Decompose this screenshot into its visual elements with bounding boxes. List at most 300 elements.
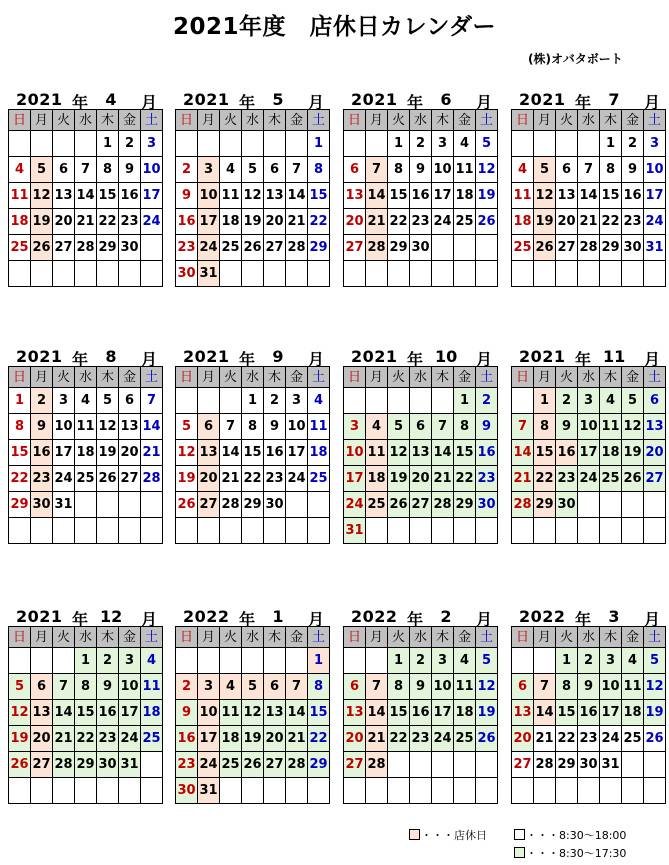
week-row (344, 466, 498, 492)
year-label: 2021 (351, 90, 398, 109)
empty-cell (242, 518, 264, 544)
day-cell: 24 (141, 209, 163, 235)
day-cell: 20 (264, 209, 286, 235)
day-cell: 5 (534, 157, 556, 183)
week-row (344, 440, 498, 466)
weekday-header: 木 (432, 627, 454, 648)
empty-cell (476, 518, 498, 544)
empty-cell (578, 492, 600, 518)
day-cell: 12 (476, 674, 498, 700)
day-cell: 19 (97, 440, 119, 466)
day-cell: 12 (534, 183, 556, 209)
day-cell: 5 (476, 131, 498, 157)
day-cell: 6 (644, 388, 666, 414)
empty-cell (476, 235, 498, 261)
day-cell: 24 (432, 726, 454, 752)
day-cell: 28 (578, 235, 600, 261)
company-name: (株)オバタボート (528, 52, 623, 66)
day-cell: 29 (600, 235, 622, 261)
empty-cell (97, 778, 119, 804)
empty-cell (476, 261, 498, 287)
year-label: 2021 (519, 90, 566, 109)
day-cell: 30 (410, 235, 432, 261)
empty-cell (75, 492, 97, 518)
weekday-header: 金 (119, 110, 141, 131)
month-calendar (175, 605, 328, 804)
day-cell: 11 (454, 674, 476, 700)
day-cell: 28 (432, 492, 454, 518)
day-cell: 23 (556, 466, 578, 492)
month-table (511, 109, 666, 287)
day-cell: 8 (9, 414, 31, 440)
empty-cell (600, 261, 622, 287)
day-cell: 1 (308, 131, 330, 157)
empty-cell (366, 388, 388, 414)
day-cell: 18 (308, 440, 330, 466)
day-cell: 31 (198, 778, 220, 804)
day-cell: 16 (176, 726, 198, 752)
day-cell: 4 (141, 648, 163, 674)
month-suffix: 月 (308, 93, 325, 112)
day-cell: 25 (366, 492, 388, 518)
empty-cell (97, 518, 119, 544)
month-number: 12 (100, 607, 123, 626)
day-cell: 6 (198, 414, 220, 440)
empty-cell (31, 648, 53, 674)
day-cell: 6 (53, 157, 75, 183)
day-cell: 5 (388, 414, 410, 440)
day-cell: 8 (600, 157, 622, 183)
day-cell: 4 (454, 131, 476, 157)
empty-cell (556, 131, 578, 157)
day-cell: 1 (242, 388, 264, 414)
month-calendar (175, 345, 328, 544)
weekday-header: 水 (410, 367, 432, 388)
day-cell: 2 (119, 131, 141, 157)
day-cell: 8 (388, 674, 410, 700)
day-cell: 19 (476, 700, 498, 726)
week-row (9, 157, 163, 183)
day-cell: 24 (53, 466, 75, 492)
day-cell: 11 (622, 674, 644, 700)
day-cell: 28 (512, 492, 534, 518)
day-cell: 24 (644, 209, 666, 235)
day-cell: 19 (534, 209, 556, 235)
week-row (9, 700, 163, 726)
day-cell: 15 (534, 440, 556, 466)
empty-cell (366, 261, 388, 287)
day-cell: 26 (176, 492, 198, 518)
day-cell: 13 (198, 440, 220, 466)
day-cell: 19 (31, 209, 53, 235)
week-row (176, 157, 330, 183)
week-row (9, 648, 163, 674)
day-cell: 10 (644, 157, 666, 183)
year-label: 2021 (351, 347, 398, 366)
weekday-header: 土 (476, 367, 498, 388)
day-cell: 5 (242, 157, 264, 183)
day-cell: 22 (97, 209, 119, 235)
day-cell: 10 (432, 157, 454, 183)
empty-cell (512, 648, 534, 674)
month-suffix: 月 (476, 610, 493, 629)
day-cell: 30 (176, 261, 198, 287)
weekday-header: 火 (53, 367, 75, 388)
empty-cell (512, 388, 534, 414)
day-cell: 27 (344, 235, 366, 261)
day-cell: 18 (9, 209, 31, 235)
day-cell: 4 (366, 414, 388, 440)
day-cell: 24 (432, 209, 454, 235)
month-table (511, 366, 666, 544)
day-cell: 17 (198, 726, 220, 752)
day-cell: 8 (454, 414, 476, 440)
weekday-header: 日 (344, 110, 366, 131)
day-cell: 24 (600, 726, 622, 752)
week-row (512, 131, 666, 157)
weekday-header: 木 (600, 627, 622, 648)
weekday-header: 木 (432, 367, 454, 388)
empty-cell (9, 131, 31, 157)
day-cell: 31 (119, 752, 141, 778)
day-cell: 13 (119, 414, 141, 440)
day-cell: 14 (366, 700, 388, 726)
empty-cell (512, 778, 534, 804)
day-cell: 23 (410, 209, 432, 235)
day-cell: 22 (308, 209, 330, 235)
year-suffix: 年 (72, 93, 89, 112)
week-row (512, 674, 666, 700)
year-suffix: 年 (239, 350, 256, 369)
day-cell: 12 (622, 414, 644, 440)
year-label: 2021 (183, 347, 230, 366)
weekday-header: 月 (198, 367, 220, 388)
day-cell: 9 (97, 674, 119, 700)
empty-cell (9, 261, 31, 287)
empty-cell (454, 261, 476, 287)
empty-cell (242, 131, 264, 157)
month-number: 6 (440, 90, 452, 109)
day-cell: 7 (578, 157, 600, 183)
weekday-header: 木 (97, 367, 119, 388)
week-row (512, 414, 666, 440)
month-table (511, 626, 666, 804)
day-cell: 3 (578, 388, 600, 414)
month-calendar (511, 345, 664, 544)
day-cell: 9 (31, 414, 53, 440)
month-table (175, 366, 330, 544)
day-cell: 14 (220, 440, 242, 466)
month-suffix: 月 (644, 350, 661, 369)
week-row (176, 648, 330, 674)
weekday-header: 火 (220, 367, 242, 388)
day-cell: 9 (176, 183, 198, 209)
day-cell: 7 (286, 674, 308, 700)
day-cell: 1 (388, 131, 410, 157)
month-number: 11 (603, 347, 626, 366)
year-suffix: 年 (72, 350, 89, 369)
day-cell: 11 (9, 183, 31, 209)
month-calendar (8, 345, 161, 544)
month-number: 10 (435, 347, 458, 366)
day-cell: 4 (75, 388, 97, 414)
empty-cell (176, 518, 198, 544)
day-cell: 31 (198, 261, 220, 287)
day-cell: 28 (366, 235, 388, 261)
day-cell: 1 (308, 648, 330, 674)
day-cell: 19 (176, 466, 198, 492)
day-cell: 16 (410, 183, 432, 209)
empty-cell (534, 131, 556, 157)
weekday-header: 日 (512, 627, 534, 648)
empty-cell (622, 261, 644, 287)
day-cell: 7 (53, 674, 75, 700)
week-row (9, 440, 163, 466)
day-cell: 4 (512, 157, 534, 183)
day-cell: 26 (622, 466, 644, 492)
day-cell: 10 (119, 674, 141, 700)
day-cell: 12 (176, 440, 198, 466)
day-cell: 18 (600, 440, 622, 466)
day-cell: 3 (119, 648, 141, 674)
empty-cell (220, 388, 242, 414)
month-table (8, 626, 163, 804)
year-label: 2021 (519, 347, 566, 366)
day-cell: 7 (366, 157, 388, 183)
empty-cell (198, 648, 220, 674)
day-cell: 1 (9, 388, 31, 414)
day-cell: 19 (388, 466, 410, 492)
empty-cell (366, 648, 388, 674)
day-cell: 1 (454, 388, 476, 414)
week-row (9, 466, 163, 492)
day-cell: 6 (264, 157, 286, 183)
day-cell: 26 (9, 752, 31, 778)
empty-cell (512, 518, 534, 544)
month-header (175, 605, 325, 629)
weekday-header: 火 (220, 627, 242, 648)
empty-cell (476, 778, 498, 804)
day-cell: 7 (366, 674, 388, 700)
day-cell: 26 (476, 209, 498, 235)
day-cell: 25 (220, 752, 242, 778)
day-cell: 11 (366, 440, 388, 466)
day-cell: 27 (644, 466, 666, 492)
day-cell: 20 (410, 466, 432, 492)
year-label: 2021 (16, 90, 63, 109)
week-row (512, 492, 666, 518)
day-cell: 4 (9, 157, 31, 183)
weekday-header: 火 (388, 110, 410, 131)
weekday-header: 月 (31, 110, 53, 131)
day-cell: 25 (454, 726, 476, 752)
month-calendar (343, 605, 496, 804)
month-header (8, 605, 158, 629)
day-cell: 22 (454, 466, 476, 492)
month-header (511, 88, 661, 112)
week-row (9, 209, 163, 235)
day-cell: 10 (344, 440, 366, 466)
day-cell: 8 (556, 674, 578, 700)
day-cell: 11 (600, 414, 622, 440)
empty-cell (344, 778, 366, 804)
day-cell: 2 (31, 388, 53, 414)
empty-cell (512, 131, 534, 157)
day-cell: 20 (644, 440, 666, 466)
day-cell: 4 (308, 388, 330, 414)
day-cell: 4 (220, 157, 242, 183)
empty-cell (622, 752, 644, 778)
week-row (344, 726, 498, 752)
empty-cell (344, 131, 366, 157)
day-cell: 30 (176, 778, 198, 804)
regular-swatch (514, 829, 525, 840)
weekday-header: 土 (476, 110, 498, 131)
week-row (176, 700, 330, 726)
day-cell: 20 (344, 726, 366, 752)
day-cell: 27 (198, 492, 220, 518)
legend-regular (514, 827, 626, 843)
day-cell: 10 (286, 414, 308, 440)
day-cell: 10 (432, 674, 454, 700)
day-cell: 20 (512, 726, 534, 752)
day-cell: 23 (264, 466, 286, 492)
day-cell: 24 (344, 492, 366, 518)
day-cell: 14 (53, 700, 75, 726)
day-cell: 15 (388, 183, 410, 209)
day-cell: 16 (97, 700, 119, 726)
day-cell: 10 (141, 157, 163, 183)
day-cell: 19 (242, 726, 264, 752)
day-cell: 15 (308, 700, 330, 726)
day-cell: 30 (556, 492, 578, 518)
weekday-header: 水 (75, 627, 97, 648)
day-cell: 13 (31, 700, 53, 726)
year-suffix: 年 (407, 350, 424, 369)
weekday-header: 火 (388, 367, 410, 388)
day-cell: 14 (432, 440, 454, 466)
day-cell: 17 (432, 183, 454, 209)
empty-cell (578, 778, 600, 804)
day-cell: 21 (512, 466, 534, 492)
empty-cell (410, 261, 432, 287)
weekday-header: 日 (176, 627, 198, 648)
empty-cell (344, 261, 366, 287)
week-row (176, 726, 330, 752)
month-header (511, 605, 661, 629)
day-cell: 20 (198, 466, 220, 492)
empty-cell (366, 778, 388, 804)
weekday-header: 木 (97, 110, 119, 131)
weekday-header: 木 (600, 367, 622, 388)
empty-cell (432, 752, 454, 778)
weekday-header: 月 (198, 110, 220, 131)
year-suffix: 年 (575, 93, 592, 112)
day-cell: 20 (31, 726, 53, 752)
day-cell: 5 (242, 674, 264, 700)
day-cell: 16 (556, 440, 578, 466)
day-cell: 13 (264, 700, 286, 726)
day-cell: 18 (141, 700, 163, 726)
month-header (343, 88, 493, 112)
empty-cell (119, 261, 141, 287)
weekday-header: 火 (556, 110, 578, 131)
legend-regular-label: ・・・8:30～18:00 (526, 829, 627, 842)
weekday-header: 金 (286, 367, 308, 388)
empty-cell (176, 388, 198, 414)
weekday-header: 金 (119, 627, 141, 648)
weekday-header: 土 (644, 627, 666, 648)
weekday-header: 水 (75, 110, 97, 131)
day-cell: 22 (388, 726, 410, 752)
empty-cell (432, 261, 454, 287)
empty-cell (622, 492, 644, 518)
day-cell: 2 (622, 131, 644, 157)
empty-cell (388, 388, 410, 414)
day-cell: 22 (556, 726, 578, 752)
weekday-header: 日 (176, 110, 198, 131)
week-row (9, 778, 163, 804)
month-calendar (175, 88, 328, 287)
day-cell: 17 (119, 700, 141, 726)
day-cell: 9 (556, 414, 578, 440)
day-cell: 12 (388, 440, 410, 466)
day-cell: 20 (344, 209, 366, 235)
empty-cell (75, 261, 97, 287)
month-header (175, 88, 325, 112)
empty-cell (454, 752, 476, 778)
day-cell: 26 (534, 235, 556, 261)
weekday-header: 日 (512, 367, 534, 388)
day-cell: 29 (556, 752, 578, 778)
weekday-header: 日 (512, 110, 534, 131)
week-row (344, 778, 498, 804)
day-cell: 19 (644, 700, 666, 726)
month-calendar (8, 605, 161, 804)
weekday-header: 水 (578, 627, 600, 648)
day-cell: 15 (556, 700, 578, 726)
day-cell: 24 (198, 752, 220, 778)
day-cell: 18 (366, 466, 388, 492)
day-cell: 15 (75, 700, 97, 726)
weekday-header: 月 (31, 627, 53, 648)
day-cell: 27 (31, 752, 53, 778)
day-cell: 1 (97, 131, 119, 157)
weekday-header: 土 (308, 367, 330, 388)
empty-cell (388, 778, 410, 804)
day-cell: 18 (454, 183, 476, 209)
day-cell: 13 (512, 700, 534, 726)
day-cell: 26 (644, 726, 666, 752)
empty-cell (556, 778, 578, 804)
day-cell: 9 (622, 157, 644, 183)
week-row (512, 261, 666, 287)
day-cell: 21 (75, 209, 97, 235)
month-header (511, 345, 661, 369)
day-cell: 23 (176, 752, 198, 778)
month-number: 2 (440, 607, 452, 626)
day-cell: 17 (600, 700, 622, 726)
weekday-header: 火 (53, 110, 75, 131)
month-suffix: 月 (476, 350, 493, 369)
day-cell: 24 (119, 726, 141, 752)
week-row (512, 778, 666, 804)
weekday-header: 水 (578, 110, 600, 131)
weekday-header: 金 (119, 367, 141, 388)
empty-cell (512, 261, 534, 287)
day-cell: 31 (600, 752, 622, 778)
day-cell: 7 (432, 414, 454, 440)
